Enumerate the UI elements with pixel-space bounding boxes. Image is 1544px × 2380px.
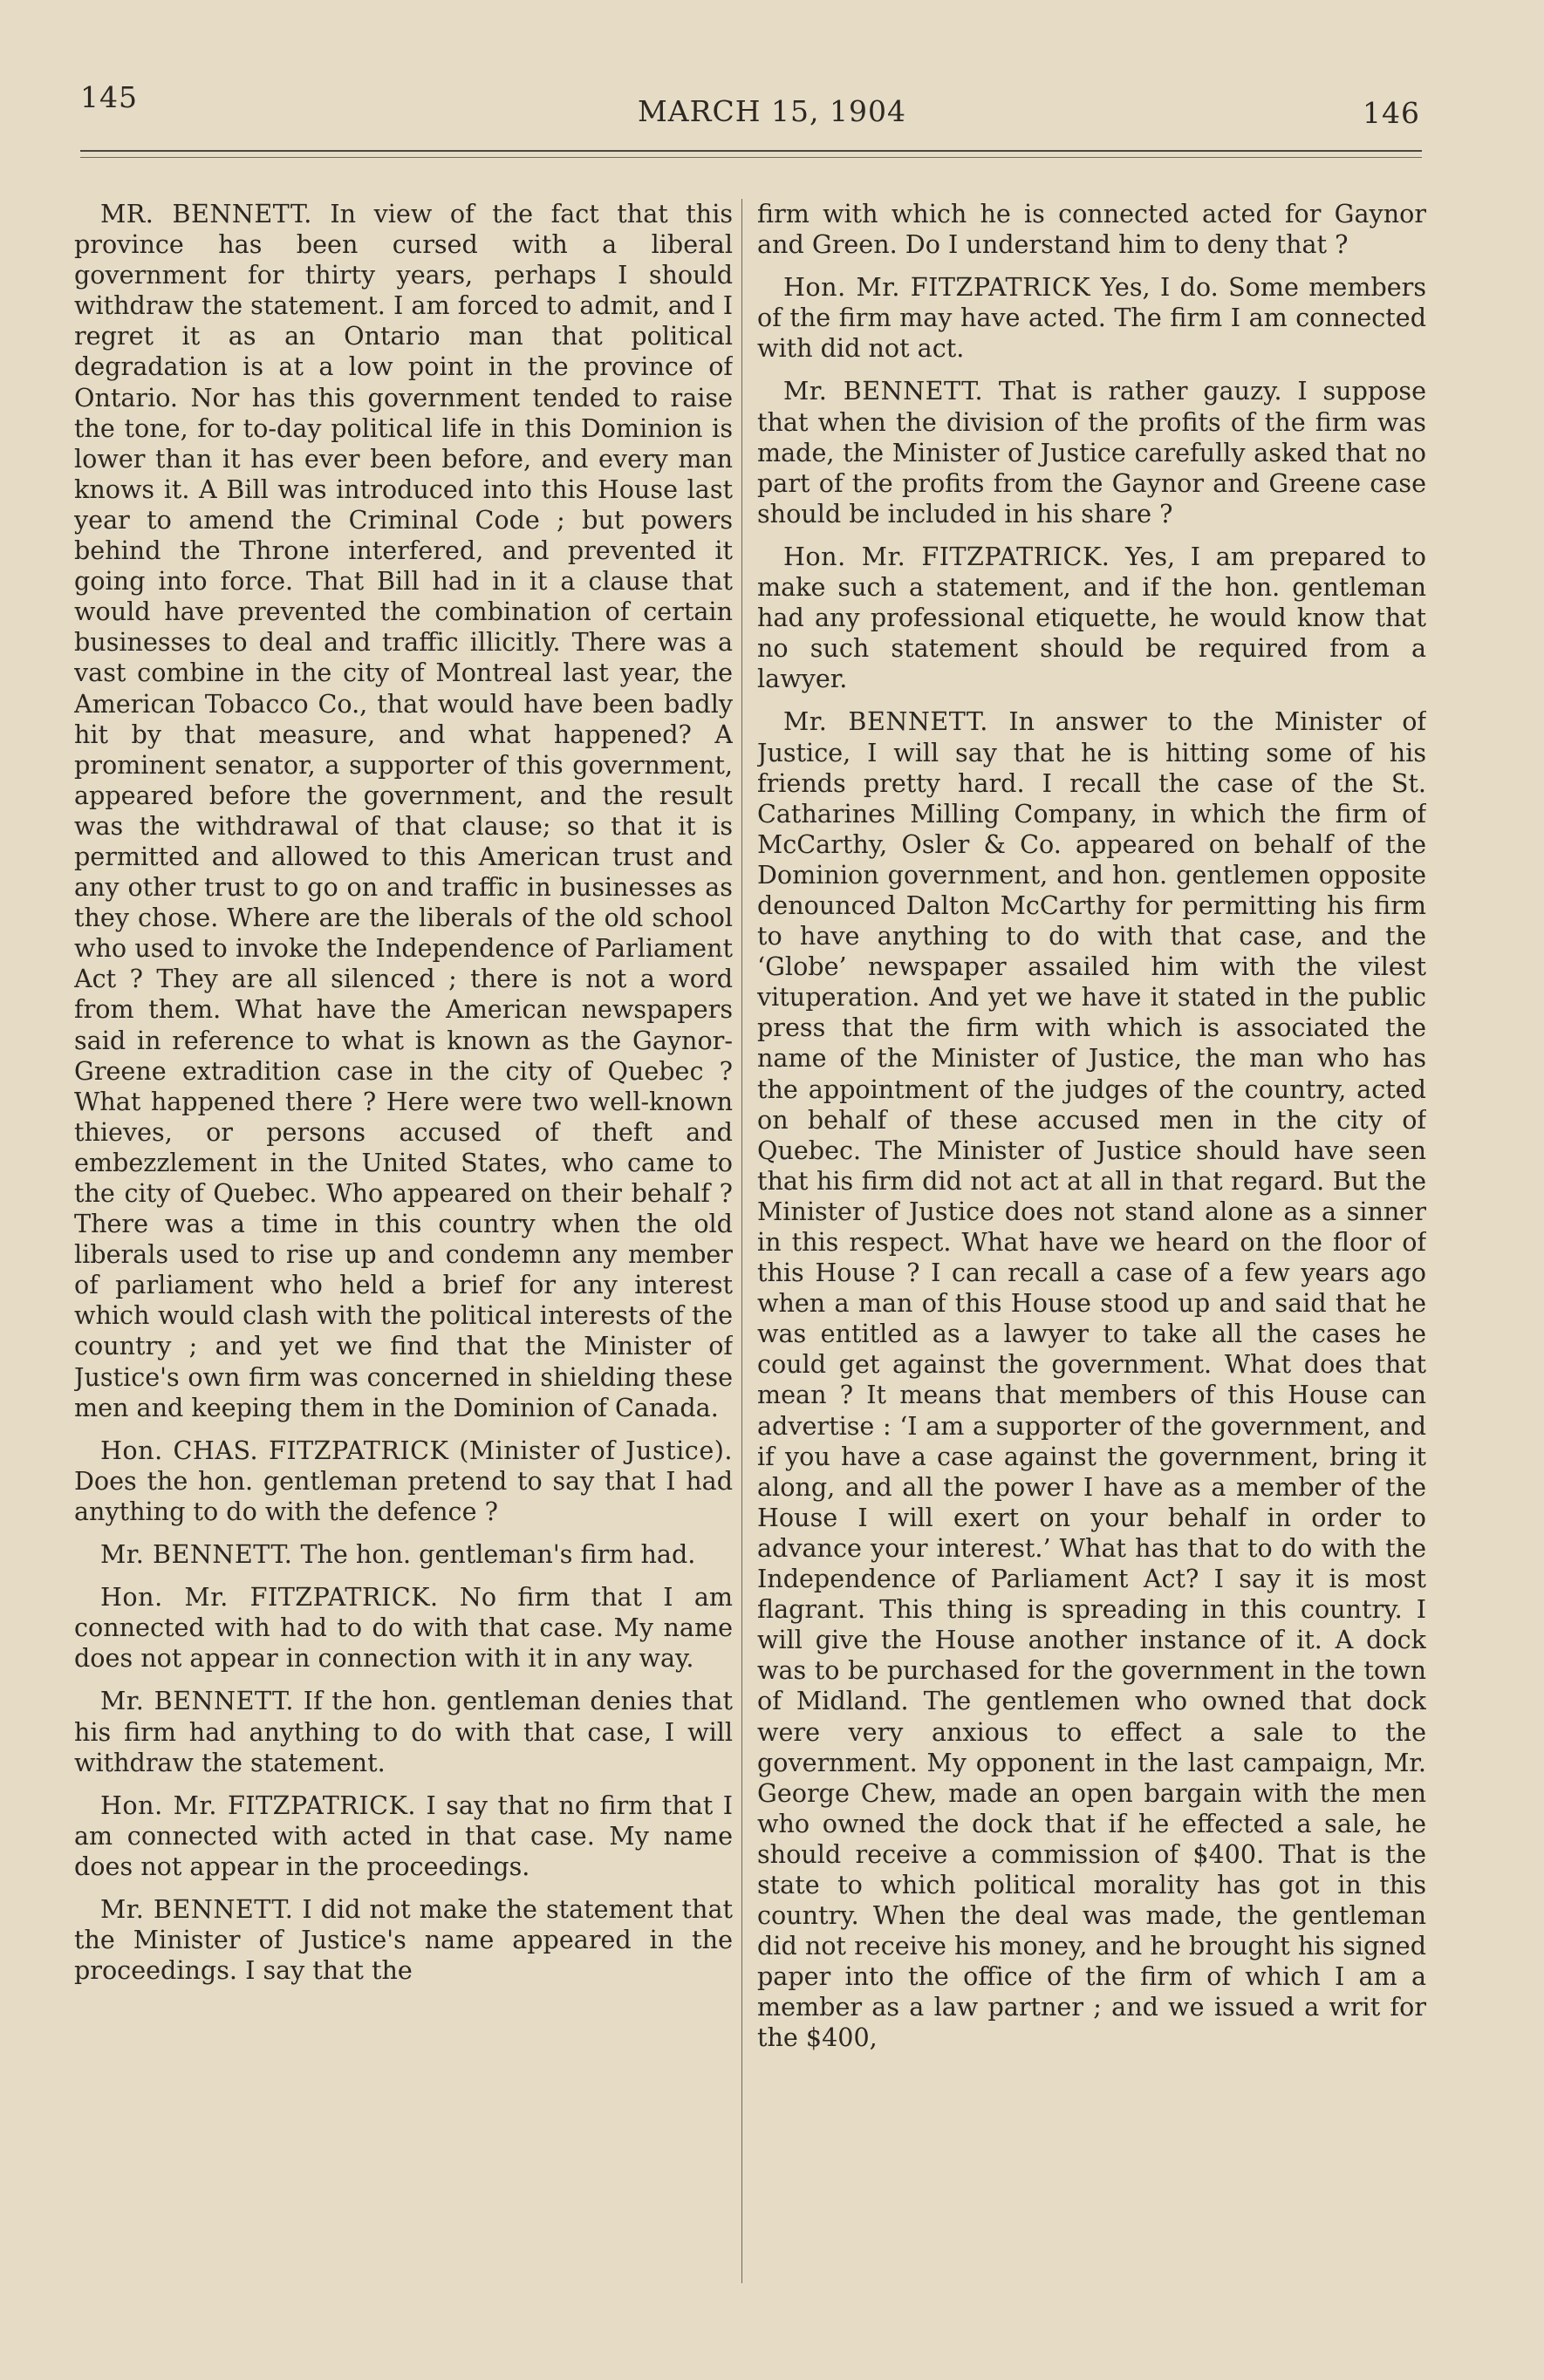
speaker-name: Mr. BENNETT. [100, 1539, 293, 1570]
paragraph [74, 1686, 733, 1777]
paragraph-text: If the hon. gentleman denies that his firm had anything to do with that case, I will withdraw the statement. [74, 1686, 733, 1777]
column-divider [741, 199, 742, 2283]
speaker-name: Hon. Mr. FITZPATRICK. [100, 1582, 439, 1613]
speaker-name: Hon. Mr. FITZPATRICK [783, 272, 1091, 303]
paragraph [74, 1894, 733, 1986]
speaker-name: Mr. BENNETT. [783, 376, 984, 406]
paragraph [757, 542, 1426, 694]
speaker-name: MR. BENNETT. [100, 199, 312, 228]
paragraph-text: firm with which he is connected acted for Gaynor and Green. Do I understand him to deny that ? [757, 199, 1426, 260]
paragraph-text: Does the hon. gentleman pretend to say that I had anything to do with the defence ? [74, 1465, 733, 1526]
paragraph-text: In answer to the Minister of Justice, I will say that he is hitting some of his friends pretty hard. I recall the case of the St. Catharines Milling Company, in which the firm of McCarthy, Osler & Co. appeared on behalf of the Dominion government, and hon. gentlemen opposite denounced Dalton McCarthy for permitting his firm to have anything to do with that case, and the ‘Globe’ newspaper assailed him with the vilest vituperation. And yet we have it stated in the public press that the firm with which is associated the name of the Minister of Justice, the man who has the appointment of the judges of the country, acted on behalf of these accused men in the city of Quebec. The Minister of Justice should have seen that his firm did not act at all in that regard. But the Minister of Justice does not stand alone as a sinner in this respect. What have we heard on the floor of this House ? I can recall a case of a few years ago when a man of this House stood up and said that he was entitled as a lawyer to take all the cases he could get against the government. What does that mean ? It means that members of this House can advertise : ‘I am a supporter of the government, and if you have a case against the government, bring it along, and all the power I have as a member of the House I will exert on your behalf in order to advance your interest.’ What has that to do with the Independence of Parliament Act? I say it is most flagrant. This thing is spreading in this country. I will give the House another instance of it. A dock was to be purchased for the government in the town of Midland. The gentlemen who owned that dock were very anxious to effect a sale to the government. My opponent in the last campaign, Mr. George Chew, made an open bargain with the men who owned the dock that if he effected a sale, he should receive a commission of $400. That is the state to which political morality has got in this country. When the deal was made, the gentleman did not receive his money, and he brought his signed paper into the office of the firm of which I am a member as a law partner ; and we issued a writ for the $400, [757, 706, 1426, 2053]
header-rule-thin [80, 157, 1422, 158]
left-column [74, 199, 733, 2292]
paragraph [757, 376, 1426, 529]
paragraph-text: The hon. gentleman's firm had. [300, 1539, 696, 1570]
speaker-name: Mr. BENNETT. [100, 1893, 294, 1924]
paragraph-text: That is rather gauzy. I suppose that when the division of the profits of the firm was made, the Minister of Justice carefully asked that no part of the profits from the Gaynor and Greene case should be included in his share ? [757, 376, 1426, 529]
speaker-name: Mr. BENNETT. [100, 1686, 295, 1716]
paragraph [757, 706, 1426, 2053]
right-column [757, 199, 1426, 2292]
speaker-name: Mr. BENNETT. [783, 706, 988, 737]
page-number-left: 145 [80, 80, 138, 114]
paragraph [757, 199, 1426, 260]
paragraph [74, 1436, 733, 1527]
paragraph [74, 1539, 733, 1570]
paragraph-text: In view of the fact that this province has been cursed with a liberal government for thirty years, perhaps I should withdraw the statement. I am forced to admit, and I regret it as an Ontario man that political degradation is at a low point in the province of Ontario. Nor has this government tended to raise the tone, for to-day political life in this Dominion is lower than it has ever been before, and every man knows it. A Bill was introduced into this House last year to amend the Criminal Code ; but powers behind the Throne interfered, and prevented it going into force. That Bill had in it a clause that would have prevented the combination of certain businesses to deal and traffic illicitly. There was a vast combine in the city of Montreal last year, the American Tobacco Co., that would have been badly hit by that measure, and what happened? A prominent senator, a supporter of this government, appeared before the government, and the result was the withdrawal of that clause; so that it is permitted and allowed to this American trust and any other trust to go on and traffic in businesses as they chose. Where are the liberals of the old school who used to invoke the Independence of Parliament Act ? They are all silenced ; there is not a word from them. What have the American newspapers said in reference to what is known as the Gaynor-Greene extradition case in the city of Quebec ? What happened there ? Here were two well-known thieves, or persons accused of theft and embezzlement in the United States, who came to the city of Quebec. Who appeared on their behalf ? There was a time in this country when the old liberals used to rise up and condemn any member of parliament who held a brief for any interest which would clash with the political interests of the country ; and yet we find that the Minister of Justice's own firm was concerned in shielding these men and keeping them in the Dominion of Canada. [74, 199, 733, 1422]
paragraph-text: Yes, I do. Some members of the firm may have acted. The firm I am connected with did not act. [757, 272, 1426, 364]
page-date-header: MARCH 15, 1904 [638, 94, 906, 128]
speaker-name: Hon. Mr. FITZPATRICK. [100, 1790, 416, 1820]
paragraph [74, 1582, 733, 1674]
paragraph [74, 199, 733, 1423]
header-rule [80, 150, 1422, 152]
paragraph-text: I say that no firm that I am connected with acted in that case. My name does not appear in the proceedings. [74, 1790, 733, 1881]
speaker-name: Hon. Mr. FITZPATRICK. [783, 541, 1110, 571]
paragraph [757, 272, 1426, 364]
paragraph-text: I did not make the statement that the Minister of Justice's name appeared in the proceedings. I say that the [74, 1893, 733, 1986]
paragraph-text: No firm that I am connected with had to do with that case. My name does not appear in connection with it in any way. [74, 1582, 733, 1674]
speaker-name: Hon. CHAS. FITZPATRICK (Minister of Justice). [100, 1435, 733, 1465]
page-number-right: 146 [1363, 96, 1420, 130]
paragraph [74, 1790, 733, 1882]
paragraph-text: Yes, I am prepared to make such a statement, and if the hon. gentleman had any professional etiquette, he would know that no such statement should be required from a lawyer. [757, 541, 1426, 694]
